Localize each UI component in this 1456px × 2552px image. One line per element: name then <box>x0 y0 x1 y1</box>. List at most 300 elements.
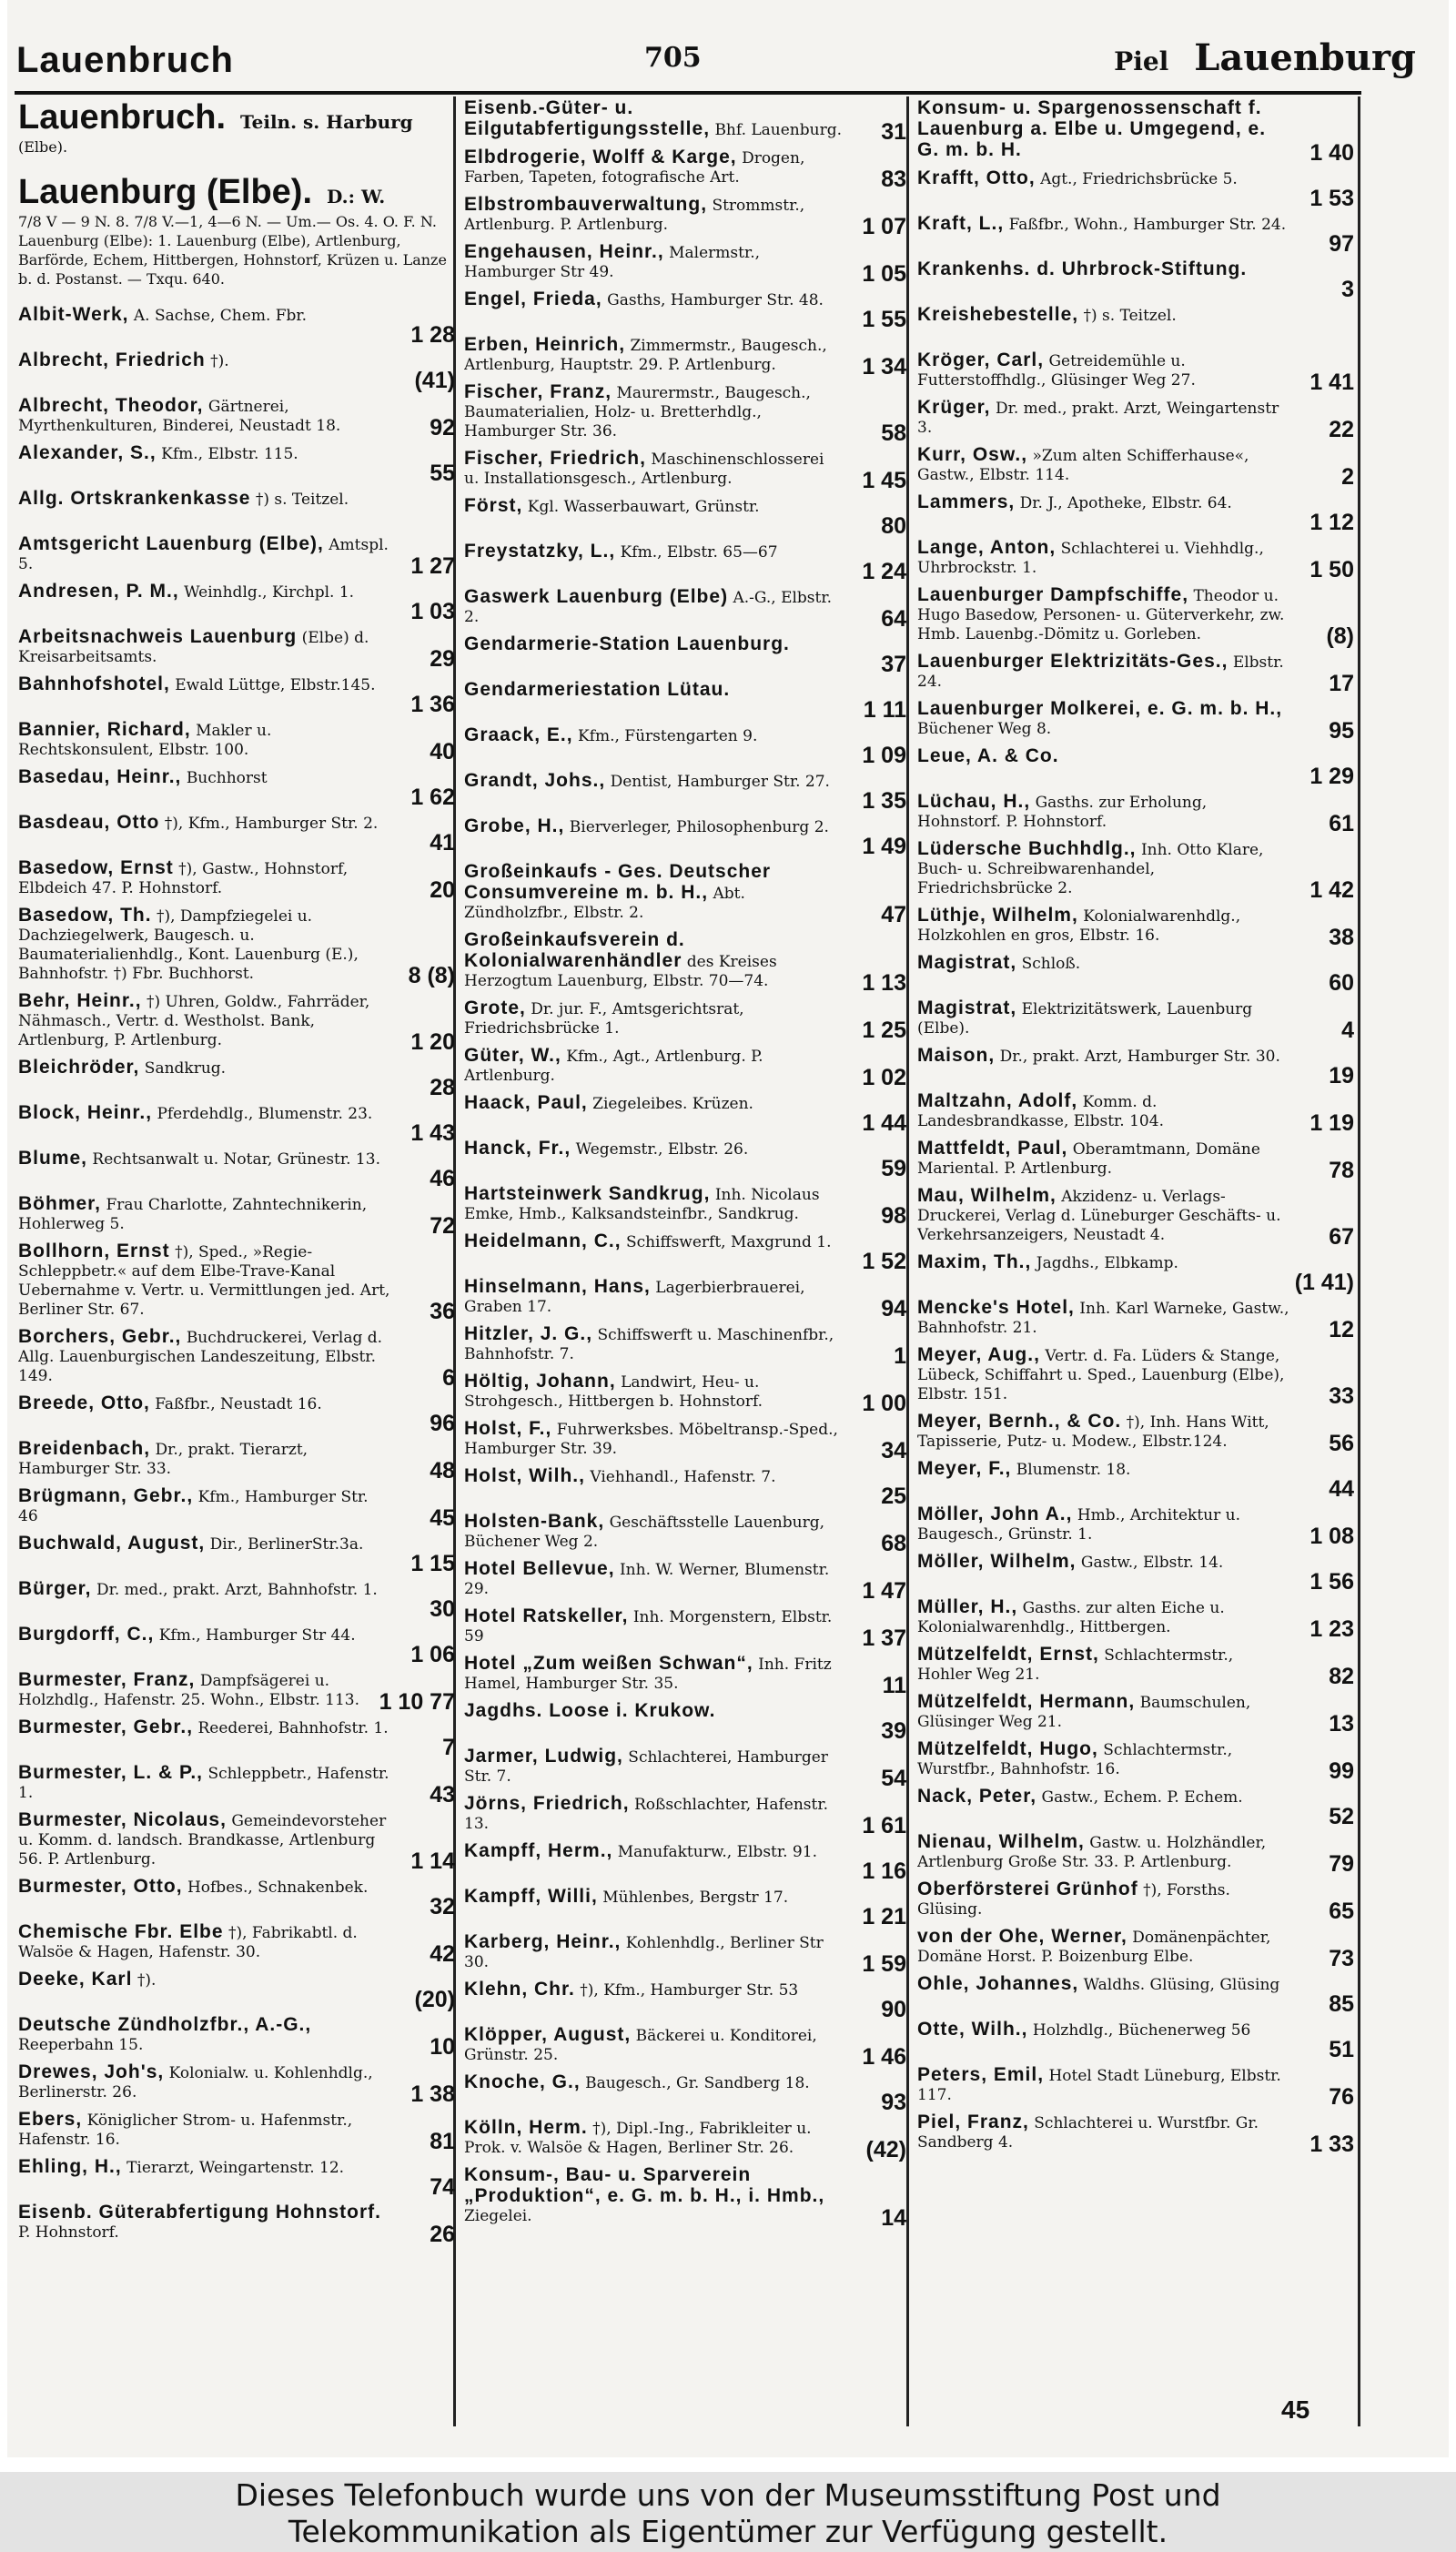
entry-name: Gendarmerie-Station Lauenburg. <box>464 633 790 654</box>
entry-phone-number: 6 <box>442 1365 455 1391</box>
entry-phone-number: 29 <box>430 646 455 672</box>
column-1 <box>18 98 455 2424</box>
entry-details: Reeperbahn 15. <box>18 2036 144 2054</box>
directory-entry <box>464 2024 906 2070</box>
entry-phone-number: 30 <box>430 1596 455 1622</box>
entry-details: Dr., prakt. Tierarzt, Hamburger Str. 33. <box>18 1441 308 1478</box>
header-left-title: Lauenbruch <box>16 40 234 80</box>
entry-phone-number: 1 05 <box>862 261 906 287</box>
entry-phone-number: 96 <box>430 1411 455 1436</box>
entry-details: Wegemstr., Elbstr. 26. <box>575 1140 749 1159</box>
entry-details: Inh. W. Werner, Blumenstr. 29. <box>464 1561 830 1598</box>
entry-details: Bäckerei u. Konditorei, Grünstr. 25. <box>464 2027 817 2064</box>
entry-name: Kampff, Herm., <box>464 1840 613 1861</box>
entry-phone-number: 1 44 <box>862 1110 906 1136</box>
entry-phone-number: 14 <box>881 2205 906 2231</box>
entry-phone-number: 64 <box>881 606 906 632</box>
entry-name: Blume, <box>18 1148 88 1169</box>
entry-details: †) Uhren, Goldw., Fahrräder, Nähmasch., Vertr. d. Westholst. Bank, Artlenburg, P. Artlenburg. <box>18 993 370 1049</box>
entry-name: von der Ohe, Werner, <box>917 1926 1127 1947</box>
entry-name: Meyer, Aug., <box>917 1344 1040 1365</box>
directory-entry <box>917 698 1354 744</box>
entry-details: Ziegeleibes. Krüzen. <box>592 1095 753 1113</box>
entry-name: Höltig, Johann, <box>464 1371 616 1392</box>
directory-entry <box>464 929 906 996</box>
entry-details: Dir., BerlinerStr.3a. <box>209 1535 364 1554</box>
entry-name: Eisenb.-Güter- u. Eilgutabfertigungsstelle, <box>464 98 711 139</box>
entry-phone-number: 42 <box>430 1941 455 1967</box>
directory-entry <box>917 1504 1354 1549</box>
entry-details: Gastw., Echem. P. Echem. <box>1041 1788 1243 1807</box>
header-right-small: Piel <box>1114 46 1169 76</box>
entry-details: Domänenpächter, Domäne Horst. P. Boizenburg Elbe. <box>917 1929 1271 1966</box>
entry-phone-number: 68 <box>881 1531 906 1556</box>
entry-name: Brügmann, Gebr., <box>18 1485 194 1506</box>
entry-name: Güter, W., <box>464 1045 561 1066</box>
entry-phone-number: (20) <box>414 1987 455 2012</box>
directory-entry <box>464 1183 906 1229</box>
directory-entry <box>18 1624 455 1667</box>
entry-phone-number: 1 33 <box>1309 2132 1354 2157</box>
directory-entry <box>18 1438 455 1484</box>
entry-phone-number: 83 <box>881 167 906 192</box>
entry-phone-number: 1 37 <box>862 1625 906 1651</box>
entry-details: Schlachterei u. Wurstfbr. Gr. Sandberg 4. <box>917 2114 1259 2152</box>
entry-details: †). <box>136 1971 157 1990</box>
directory-entry <box>464 633 906 677</box>
directory-entry <box>464 998 906 1043</box>
entry-name: Heidelmann, C., <box>464 1230 622 1251</box>
entry-name: Großeinkaufsverein d. Kolonialwarenhändler <box>464 929 685 971</box>
entry-details: Dr. jur. F., Amtsgerichtsrat, Friedrichsbrücke 1. <box>464 1000 744 1038</box>
entry-name: Karberg, Heinr., <box>464 1931 622 1952</box>
entry-phone-number: 1 12 <box>1309 510 1354 535</box>
entry-details: Gastw. u. Holzhändler, Artlenburg Große Str. 33. P. Artlenburg. <box>917 1834 1267 1871</box>
entry-name: Klöpper, August, <box>464 2024 632 2045</box>
entry-name: Ohle, Johannes, <box>917 1973 1079 1994</box>
entry-details: Schloß. <box>1021 955 1081 973</box>
entry-name: Möller, John A., <box>917 1504 1073 1524</box>
directory-entry <box>18 1921 455 1967</box>
entry-phone-number: 85 <box>1329 1991 1354 2017</box>
entry-name: Bannier, Richard, <box>18 719 191 740</box>
directory-entry <box>464 1323 906 1369</box>
directory-entry <box>917 1926 1354 1971</box>
entry-name: Hotel Ratskeller, <box>464 1605 629 1626</box>
entry-name: Knoche, G., <box>464 2071 581 2092</box>
entry-name: Ehling, H., <box>18 2156 122 2177</box>
entry-name: Bollhorn, Ernst <box>18 1241 170 1261</box>
entry-name: Mattfeldt, Paul, <box>917 1138 1068 1159</box>
entry-phone-number: 1 42 <box>1309 877 1354 903</box>
town-heading <box>18 98 455 157</box>
entry-details: Dr. J., Apotheke, Elbstr. 64. <box>1019 494 1232 512</box>
entry-name: Magistrat, <box>917 952 1017 973</box>
entry-details: †), Dampfziegelei u. Dachziegelwerk, Baugesch. u. Baumaterialienhdlg., Kont. Lauenburg (E.), Bahnhofstr. †) Fbr. Buchhorst. <box>18 907 359 983</box>
header-right-main: Lauenburg <box>1194 36 1416 79</box>
column-divider <box>1358 96 1360 2426</box>
entry-phone-number: 41 <box>430 830 455 856</box>
entry-details: Königlicher Strom- u. Hafenmstr., Hafenstr. 16. <box>18 2111 353 2149</box>
entry-details: Weinhdlg., Kirchpl. 1. <box>184 583 355 602</box>
entry-phone-number: (8) <box>1326 623 1354 649</box>
directory-entry <box>18 1148 455 1191</box>
entry-name: Fischer, Franz, <box>464 381 612 402</box>
directory-entry <box>464 1276 906 1322</box>
entry-phone-number: 13 <box>1329 1711 1354 1737</box>
entry-details: Kohlenhdlg., Berliner Str 30. <box>464 1934 824 1971</box>
directory-entry <box>917 838 1354 903</box>
entry-phone-number: 1 <box>894 1343 906 1369</box>
entry-details: Manufakturw., Elbstr. 91. <box>617 1843 817 1861</box>
entry-details: Dampfsägerei u. Holzhdlg., Hafenstr. 25. Wohn., Elbstr. 113. <box>18 1672 360 1709</box>
entry-name: Deutsche Zündholzfbr., A.-G., <box>18 2014 312 2035</box>
entry-phone-number: 17 <box>1329 671 1354 696</box>
entry-phone-number: 1 45 <box>862 468 906 493</box>
entry-name: Freystatzky, L., <box>464 541 616 562</box>
entry-name: Piel, Franz, <box>917 2111 1029 2132</box>
entry-phone-number: 98 <box>881 1203 906 1229</box>
entry-phone-number: 11 <box>882 1673 906 1698</box>
directory-entry <box>464 586 906 632</box>
entry-phone-number: 55 <box>430 461 455 486</box>
directory-entry <box>464 1558 906 1604</box>
entry-name: Peters, Emil, <box>917 2064 1045 2085</box>
directory-entry <box>917 491 1354 535</box>
entry-phone-number: 74 <box>430 2174 455 2200</box>
entry-name: Großeinkaufs - Ges. Deutscher Consumvereine m. b. H., <box>464 861 772 903</box>
entry-name: Kurr, Osw., <box>917 444 1028 465</box>
entry-phone-number: 1 00 <box>862 1391 906 1416</box>
entry-phone-number: 12 <box>1329 1317 1354 1342</box>
footer-notice <box>0 2472 1456 2552</box>
entry-phone-number: 72 <box>430 1213 455 1239</box>
column-divider <box>906 96 909 2426</box>
entry-details: Roßschlachter, Hafenstr. 13. <box>464 1796 829 1833</box>
entry-phone-number: 10 <box>430 2034 455 2060</box>
entry-phone-number: 60 <box>1329 970 1354 996</box>
entry-details: Schiffswerft u. Maschinenfbr., Bahnhofstr. 7. <box>464 1326 834 1363</box>
entry-phone-number: 47 <box>881 902 906 927</box>
directory-entry <box>18 626 455 672</box>
entry-name: Eisenb. Güterabfertigung Hohnstorf. <box>18 2202 382 2223</box>
entry-phone-number: 45 <box>430 1505 455 1531</box>
entry-details: Maschinenschlosserei u. Installationsgesch., Artlenburg. <box>464 451 824 488</box>
entry-details: Kfm., Fürstengarten 9. <box>577 727 758 745</box>
directory-entry <box>18 766 455 810</box>
entry-name: Lüdersche Buchhdlg., <box>917 838 1137 859</box>
entry-name: Basedau, Heinr., <box>18 766 182 787</box>
entry-name: Bleichröder, <box>18 1057 140 1078</box>
town-heading <box>18 173 455 289</box>
entry-phone-number: 31 <box>881 119 906 145</box>
entry-phone-number: (1 41) <box>1294 1270 1354 1295</box>
directory-entry <box>464 1931 906 1977</box>
directory-entry <box>917 1090 1354 1136</box>
entry-name: Grote, <box>464 998 526 1018</box>
entry-phone-number: 4 <box>1341 1018 1354 1043</box>
directory-entry <box>18 533 455 579</box>
entry-phone-number: 25 <box>881 1484 906 1509</box>
entry-details: Komm. d. Landesbrandkasse, Elbstr. 104. <box>917 1093 1164 1130</box>
entry-phone-number: 1 38 <box>410 2081 455 2107</box>
page-header <box>7 27 1449 91</box>
entry-phone-number: 1 47 <box>862 1578 906 1604</box>
entry-phone-number: 32 <box>430 1894 455 1919</box>
directory-entry <box>917 98 1354 166</box>
entry-details: A. Sachse, Chem. Fbr. <box>133 307 308 325</box>
entry-phone-number: 99 <box>1329 1758 1354 1784</box>
entry-name: Lüthje, Wilhelm, <box>917 905 1078 926</box>
entry-details: †), Sped., »Regie-Schleppbetr.« auf dem Elbe-Trave-Kanal Uebernahme v. Vertr. u. Vermittlungen jed. Art, Berliner Str. 67. <box>18 1243 390 1319</box>
entry-name: Ebers, <box>18 2109 83 2130</box>
entry-name: Oberförsterei Grünhof <box>917 1879 1138 1899</box>
town-info: 7/8 V — 9 N. 8. 7/8 V.—1, 4—6 N. — Um.— Os. 4. O. F. N. Lauenburg (Elbe): 1. Lauenburg (Elbe), Artlenburg, Barförde, Echem, Hittbergen, Hohnstorf, Krüzen u. Lanze b. d. Postanst. — Txqu. 640. <box>18 213 447 288</box>
directory-entry <box>917 1831 1354 1877</box>
entry-phone-number: 97 <box>1329 231 1354 257</box>
directory-entry <box>917 444 1354 490</box>
entry-phone-number: 1 52 <box>862 1249 906 1274</box>
entry-details: Inh. Morgenstern, Elbstr. 59 <box>464 1608 833 1646</box>
entry-phone-number: 56 <box>1329 1431 1354 1456</box>
header-rule <box>15 91 1361 95</box>
entry-details: Dr. med., prakt. Arzt, Weingartenstr 3. <box>917 400 1279 437</box>
entry-name: Breede, Otto, <box>18 1392 150 1413</box>
entry-phone-number: 95 <box>1329 718 1354 744</box>
entry-name: Kraft, L., <box>917 213 1005 234</box>
entry-name: Burmester, L. & P., <box>18 1762 204 1783</box>
directory-entry <box>917 537 1354 582</box>
directory-entry <box>18 1057 455 1100</box>
directory-entry <box>464 679 906 723</box>
page-bottom-number: 45 <box>1281 2395 1310 2424</box>
entry-name: Först, <box>464 495 523 516</box>
entry-name: Böhmer, <box>18 1193 102 1214</box>
entry-name: Basedow, Th. <box>18 905 152 926</box>
directory-entry <box>917 1297 1354 1342</box>
directory-entry <box>18 2014 455 2060</box>
entry-name: Burgdorff, C., <box>18 1624 155 1645</box>
entry-details: †), Gastw., Hohnstorf, Elbdeich 47. P. Hohnstorf. <box>18 860 349 897</box>
entry-phone-number: 1 20 <box>410 1029 455 1055</box>
entry-name: Alexander, S., <box>18 442 157 463</box>
entry-name: Andresen, P. M., <box>18 581 179 602</box>
directory-entry <box>18 1876 455 1919</box>
entry-phone-number: 1 35 <box>862 788 906 814</box>
entry-phone-number: 1 08 <box>1309 1524 1354 1549</box>
entry-details: Kfm., Hamburger Str 44. <box>158 1626 356 1645</box>
directory-entry <box>464 448 906 493</box>
directory-entry <box>464 770 906 814</box>
entry-details: P. Hohnstorf. <box>18 2223 119 2242</box>
entry-details: Gasths, Hamburger Str. 48. <box>607 291 824 309</box>
entry-phone-number: 73 <box>1329 1946 1354 1971</box>
entry-details: Viehhandl., Hafenstr. 7. <box>590 1468 776 1486</box>
entry-phone-number: 1 43 <box>410 1120 455 1146</box>
directory-entry <box>464 724 906 768</box>
entry-phone-number: 40 <box>430 739 455 765</box>
entry-details: Pferdehdlg., Blumenstr. 23. <box>157 1105 373 1123</box>
entry-phone-number: 79 <box>1329 1851 1354 1877</box>
directory-entry <box>917 2064 1354 2110</box>
entry-name: Hinselmann, Hans, <box>464 1276 651 1297</box>
entry-phone-number: 1 61 <box>862 1813 906 1838</box>
entry-name: Kröger, Carl, <box>917 349 1045 370</box>
entry-details: Akzidenz- u. Verlags-Druckerei, Verlag d. Lüneburger Geschäfts- u. Verkehrsanzeigers, Neustadt 4. <box>917 1188 1281 1244</box>
entry-name: Holst, F., <box>464 1418 552 1439</box>
entry-phone-number: 1 03 <box>410 599 455 624</box>
entry-phone-number: 22 <box>1329 417 1354 442</box>
directory-entry <box>464 241 906 287</box>
entry-details: Elbstr. 24. <box>917 653 1284 691</box>
directory-entry <box>18 857 455 903</box>
entry-phone-number: 1 28 <box>410 322 455 348</box>
directory-entry <box>18 1485 455 1531</box>
entry-name: Maxim, Th., <box>917 1251 1032 1272</box>
entry-name: Bahnhofshotel, <box>18 673 170 694</box>
entry-details: Oberamtmann, Domäne Mariental. P. Artlenburg. <box>917 1140 1260 1178</box>
entry-details: †), Fabrikabtl. d. Walsöe & Hagen, Hafenstr. 30. <box>18 1924 358 1961</box>
entry-details: Hotel Stadt Lüneburg, Elbstr. 117. <box>917 2067 1281 2104</box>
entry-phone-number: 39 <box>881 1718 906 1744</box>
entry-phone-number: 93 <box>881 2090 906 2115</box>
entry-phone-number: 48 <box>430 1458 455 1484</box>
entry-name: Elbdrogerie, Wolff & Karge, <box>464 147 737 167</box>
entry-name: Mau, Wilhelm, <box>917 1185 1057 1206</box>
entry-phone-number: 1 11 <box>863 697 906 723</box>
directory-entry <box>18 1533 455 1576</box>
entry-details: Gärtnerei, Myrthenkulturen, Binderei, Neustadt 18. <box>18 398 341 435</box>
entry-details: Büchener Weg 8. <box>917 720 1052 738</box>
directory-entry <box>464 1230 906 1274</box>
entry-details: Abt. Zündholzfbr., Elbstr. 2. <box>464 885 745 922</box>
directory-entry <box>464 1418 906 1463</box>
entry-name: Albrecht, Friedrich <box>18 349 206 370</box>
entry-details: Vertr. d. Fa. Lüders & Stange, Lübeck, Schiffahrt u. Sped., Lauenburg (Elbe), Elbstr. 151. <box>917 1347 1285 1403</box>
entry-details: des Kreises Herzogtum Lauenburg, Elbstr. 70—74. <box>464 953 777 990</box>
entry-name: Mencke's Hotel, <box>917 1297 1075 1318</box>
entry-phone-number: 92 <box>430 415 455 441</box>
entry-name: Gaswerk Lauenburg (Elbe) <box>464 586 729 607</box>
directory-entry <box>464 1886 906 1929</box>
directory-entry <box>18 990 455 1055</box>
directory-entry <box>917 1551 1354 1595</box>
directory-entry <box>18 395 455 441</box>
directory-entry <box>464 147 906 192</box>
entry-details: Schlachterei, Hamburger Str. 7. <box>464 1748 828 1786</box>
entry-name: Klehn, Chr. <box>464 1979 575 2000</box>
entry-name: Burmester, Otto, <box>18 1876 183 1897</box>
entry-name: Konsum-, Bau- u. Sparverein „Produktion“, e. G. m. b. H., i. Hmb., <box>464 2164 825 2206</box>
entry-details: Schleppbetr., Hafenstr. 1. <box>18 1765 389 1802</box>
entry-details: Inh. Otto Klare, Buch- u. Schreibwarenhandel, Friedrichsbrücke 2. <box>917 841 1264 897</box>
entry-name: Lüchau, H., <box>917 791 1031 812</box>
entry-phone-number: 1 40 <box>1309 140 1354 166</box>
directory-entry <box>917 1251 1354 1295</box>
entry-name: Deeke, Karl <box>18 1969 133 1990</box>
entry-phone-number: 28 <box>430 1075 455 1100</box>
entry-name: Albrecht, Theodor, <box>18 395 204 416</box>
directory-entry <box>917 584 1354 649</box>
directory-entry <box>917 1596 1354 1642</box>
entry-name: Otte, Wilh., <box>917 2019 1028 2040</box>
entry-name: Behr, Heinr., <box>18 990 142 1011</box>
entry-phone-number: 38 <box>1329 925 1354 950</box>
entry-phone-number: 1 16 <box>862 1858 906 1884</box>
entry-name: Graack, E., <box>464 724 573 745</box>
entry-details: Kfm., Agt., Artlenburg. P. Artlenburg. <box>464 1048 763 1085</box>
entry-details: A.-G., Elbstr. 2. <box>464 589 833 626</box>
entry-name: Maltzahn, Adolf, <box>917 1090 1078 1111</box>
directory-entry <box>917 1458 1354 1502</box>
entry-name: Lange, Anton, <box>917 537 1057 558</box>
directory-entry <box>464 541 906 584</box>
entry-details: Malermstr., Hamburger Str 49. <box>464 244 761 281</box>
directory-entry <box>18 442 455 486</box>
directory-entry <box>917 2019 1354 2062</box>
entry-name: Basdeau, Otto <box>18 812 160 833</box>
entry-details: Inh. Karl Warneke, Gastw., Bahnhofstr. 21. <box>917 1300 1289 1337</box>
entry-details: Buchdruckerei, Verlag d. Allg. Lauenburgischen Landeszeitung, Elbstr. 149. <box>18 1329 383 1385</box>
directory-entry <box>18 905 455 988</box>
directory-entry <box>917 791 1354 836</box>
directory-entry <box>917 651 1354 696</box>
column-2 <box>464 98 906 2424</box>
entry-name: Lauenburger Dampfschiffe, <box>917 584 1189 605</box>
entry-name: Meyer, Bernh., & Co. <box>917 1411 1122 1432</box>
directory-entry <box>18 1969 455 2012</box>
entry-details: Schlachterei u. Viehhdlg., Uhrbrockstr. 1. <box>917 540 1264 577</box>
entry-name: Lauenburger Elektrizitäts-Ges., <box>917 651 1228 672</box>
directory-entry <box>464 194 906 239</box>
directory-entry <box>917 1344 1354 1409</box>
entry-name: Magistrat, <box>917 998 1017 1018</box>
directory-entry <box>464 1138 906 1181</box>
directory-entry <box>18 2156 455 2200</box>
header-right-title <box>1114 36 1416 79</box>
entry-name: Lauenburger Molkerei, e. G. m. b. H., <box>917 698 1283 719</box>
directory-entry <box>18 1809 455 1874</box>
directory-entry <box>18 1762 455 1808</box>
directory-entry <box>18 489 455 527</box>
directory-entry <box>464 1605 906 1651</box>
entry-phone-number: 19 <box>1329 1063 1354 1089</box>
entry-details: Dr. med., prakt. Arzt, Bahnhofstr. 1. <box>96 1581 378 1599</box>
directory-entry <box>18 1102 455 1146</box>
directory-entry <box>464 2117 906 2162</box>
directory-entry <box>464 1793 906 1838</box>
directory-entry <box>917 1411 1354 1456</box>
entry-name: Kampff, Willi, <box>464 1886 598 1907</box>
entry-details: Maurermstr., Baugesch., Baumaterialien, Holz- u. Bretterhdlg., Hamburger Str. 36. <box>464 384 811 441</box>
entry-details: Faßfbr., Wohn., Hamburger Str. 24. <box>1008 216 1287 234</box>
entry-details: Bierverleger, Philosophenburg 2. <box>569 818 829 836</box>
entry-details: Gasths. zur Erholung, Hohnstorf. P. Hohnstorf. <box>917 794 1208 831</box>
entry-name: Haack, Paul, <box>464 1092 588 1113</box>
directory-page <box>7 0 1449 2457</box>
entry-phone-number: 1 29 <box>1309 764 1354 789</box>
entry-details: Bhf. Lauenburg. <box>714 121 842 139</box>
entry-details: Kolonialw. u. Kohlenhdlg., Berlinerstr. 26. <box>18 2064 373 2101</box>
entry-phone-number: 1 36 <box>410 692 455 717</box>
town-name: Lauenbruch. <box>18 98 227 137</box>
entry-phone-number: 1 24 <box>862 559 906 584</box>
directory-entry <box>464 2164 906 2231</box>
entry-name: Jörns, Friedrich, <box>464 1793 630 1814</box>
entry-phone-number: 1 53 <box>1309 186 1354 211</box>
directory-entry <box>917 1879 1354 1924</box>
entry-name: Albit-Werk, <box>18 304 129 325</box>
